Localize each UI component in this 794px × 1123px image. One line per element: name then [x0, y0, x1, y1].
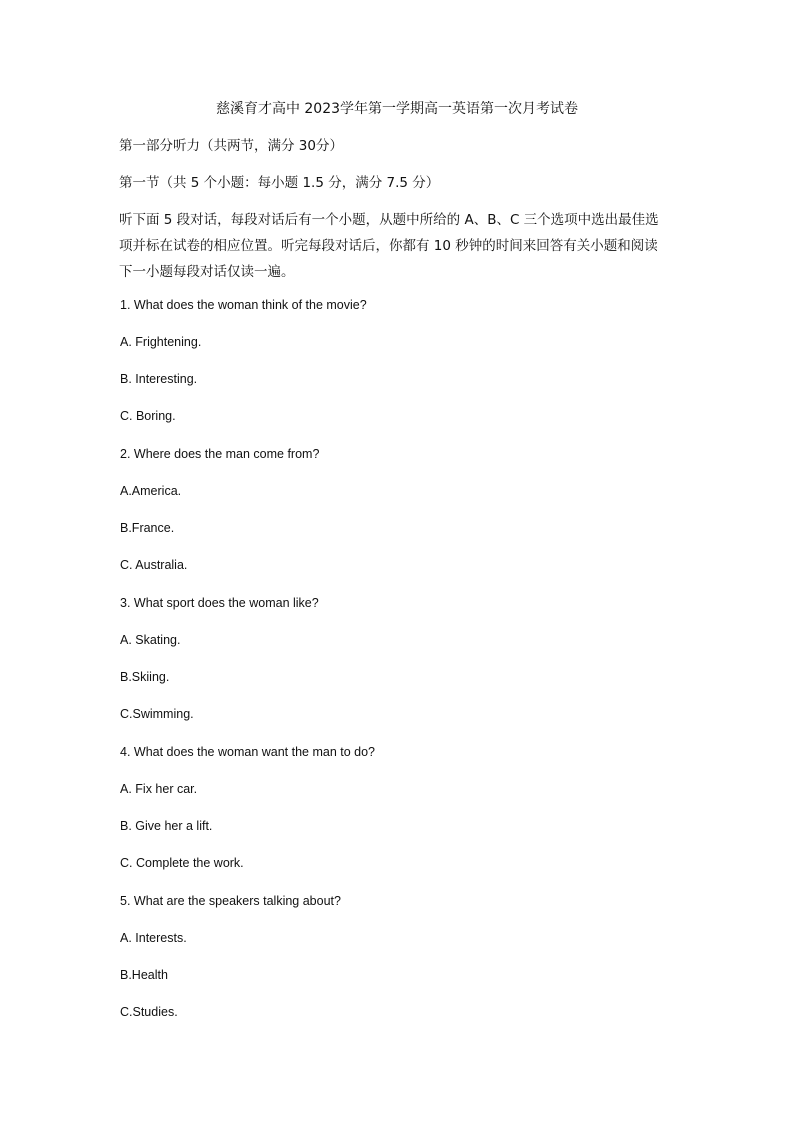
answer-option: C.Swimming. — [120, 707, 194, 721]
answer-option: B.Health — [120, 968, 168, 982]
question-stem: 2. Where does the man come from? — [120, 447, 320, 461]
answer-option: A. Interests. — [120, 931, 187, 945]
instruction-line: 项并标在试卷的相应位置。听完每段对话后，你都有 10 秒钟的时间来回答有关小题和阅读 — [119, 238, 658, 254]
part-heading: 第一部分听力（共两节，满分 30分） — [119, 138, 343, 154]
answer-option: B. Give her a lift. — [120, 819, 213, 833]
question-stem: 1. What does the woman think of the movie? — [120, 298, 367, 312]
answer-option: C. Boring. — [120, 409, 176, 423]
answer-option: A. Fix her car. — [120, 782, 198, 796]
answer-option: B.France. — [120, 521, 175, 535]
answer-option: C. Australia. — [120, 558, 188, 572]
question-stem: 4. What does the woman want the man to do? — [120, 745, 376, 759]
answer-option: C.Studies. — [120, 1005, 178, 1019]
answer-option: A. Frightening. — [120, 335, 202, 349]
section-heading: 第一节（共 5 个小题：每小题 1.5 分，满分 7.5 分） — [119, 175, 440, 191]
answer-option: B. Interesting. — [120, 372, 198, 386]
question-stem: 3. What sport does the woman like? — [120, 596, 319, 610]
instructions-paragraph — [119, 207, 679, 285]
answer-option: A.America. — [120, 484, 182, 498]
exam-title: 慈溪育才高中 2023学年第一学期高一英语第一次月考试卷 — [215, 101, 579, 117]
instruction-line: 下一小题每段对话仅读一遍。 — [119, 264, 295, 280]
question-stem: 5. What are the speakers talking about? — [120, 894, 341, 908]
answer-option: B.Skiing. — [120, 670, 170, 684]
instruction-line: 听下面 5 段对话，每段对话后有一个小题，从题中所给的 A、B、C 三个选项中选出最佳选 — [119, 212, 659, 228]
answer-option: C. Complete the work. — [120, 856, 244, 870]
answer-option: A. Skating. — [120, 633, 181, 647]
